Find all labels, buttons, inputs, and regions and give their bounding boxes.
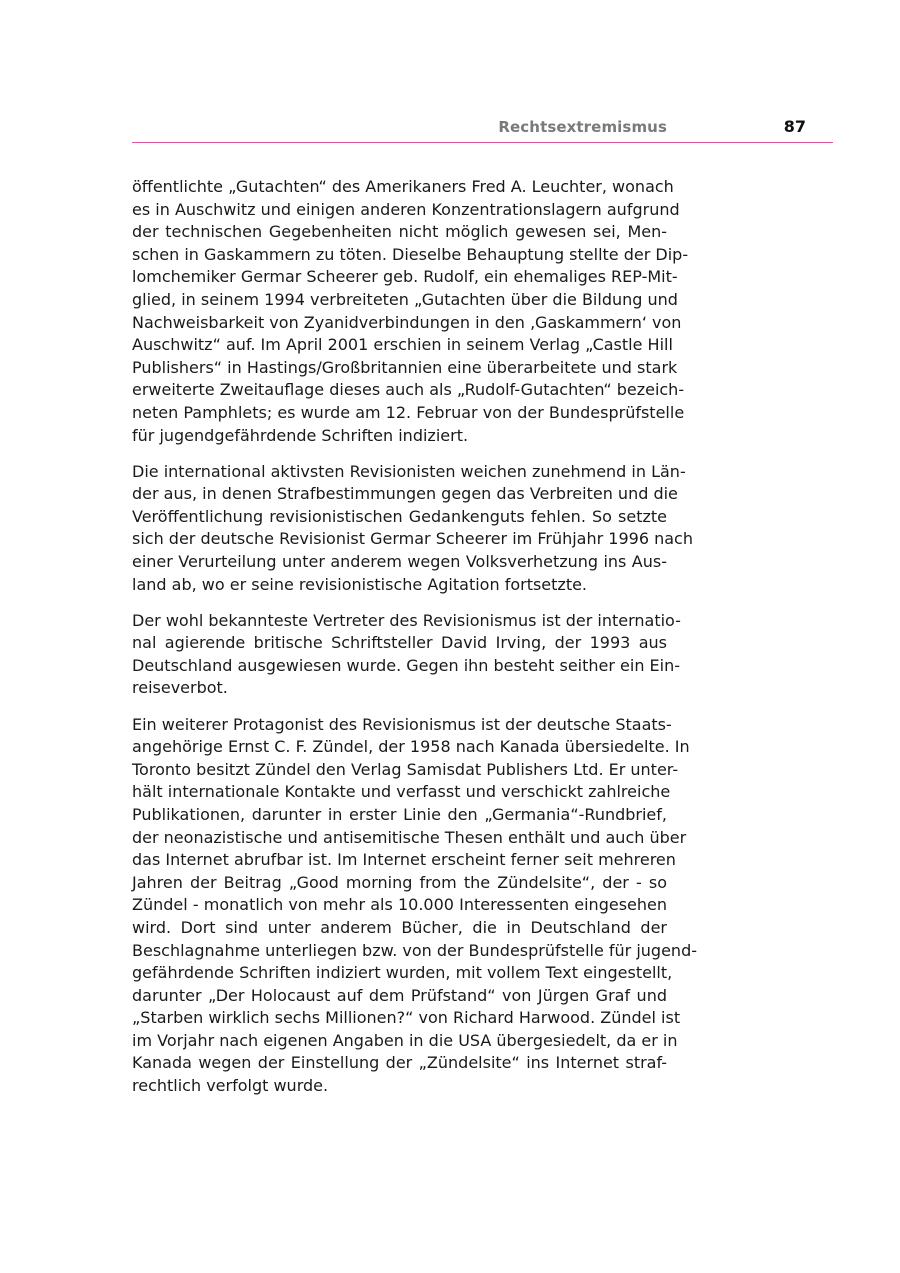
text-line: es in Auschwitz und einigen anderen Konzentrationslagern aufgrund <box>132 199 680 219</box>
text-line: das Internet abrufbar ist. Im Internet erscheint ferner seit mehreren <box>132 850 676 870</box>
text-line: angehörige Ernst C. F. Zündel, der 1958 nach Kanada übersiedelte. In <box>132 737 690 757</box>
text-line: einer Verurteilung unter anderem wegen Volksverhetzung ins Aus- <box>132 552 667 571</box>
text-line: Ein weiterer Protagonist des Revisionismus ist der deutsche Staats- <box>132 714 672 734</box>
text-line: land ab, wo er seine revisionistische Agitation fortsetzte. <box>132 574 588 594</box>
text-line: Zündel - monatlich von mehr als 10.000 Interessenten eingesehen <box>132 895 667 915</box>
text-line: der neonazistische und antisemitische Thesen enthält und auch über <box>132 827 687 847</box>
text-line: „Starben wirklich sechs Millionen?“ von Richard Harwood. Zündel ist <box>132 1008 681 1028</box>
text-line: öffentlichte „Gutachten“ des Amerikaners Fred A. Leuchter, wonach <box>132 177 674 196</box>
page-header <box>132 116 833 143</box>
paragraph <box>132 461 693 597</box>
text-line: für jugendgefährdende Schriften indiziert. <box>132 425 469 445</box>
text-line: wird. Dort sind unter anderem Bücher, die in Deutschland der <box>132 917 667 937</box>
text-line: Kanada wegen der Einstellung der „Zündelsite“ ins Internet straf- <box>132 1053 667 1073</box>
text-line: nal agierende britische Schriftsteller David Irving, der 1993 aus <box>132 633 667 653</box>
text-line: hält internationale Kontakte und verfasst und verschickt zahlreiche <box>132 782 671 802</box>
page-number: 87 <box>783 117 806 136</box>
text-line: Der wohl bekannteste Vertreter des Revisionismus ist der internatio- <box>132 610 681 630</box>
text-line: Publishers“ in Hastings/Großbritannien eine überarbeitete und stark <box>132 357 678 377</box>
text-line: der technischen Gegebenheiten nicht möglich gewesen sei, Men- <box>132 222 667 242</box>
text-line: Die international aktivsten Revisionisten weichen zunehmend in Län- <box>132 461 686 481</box>
text-line: Auschwitz“ auf. Im April 2001 erschien in seinem Verlag „Castle Hill <box>132 335 673 355</box>
text-line: glied, in seinem 1994 verbreiteten „Gutachten über die Bildung und <box>132 289 678 309</box>
text-line: neten Pamphlets; es wurde am 12. Februar von der Bundesprüfstelle <box>132 402 685 422</box>
text-line: gefährdende Schriften indiziert wurden, mit vollem Text eingestellt, <box>132 963 673 983</box>
text-line: Veröffentlichung revisionistischen Gedankenguts fehlen. So setzte <box>132 506 667 526</box>
text-line: Beschlagnahme unterliegen bzw. von der Bundesprüfstelle für jugend- <box>132 940 697 960</box>
text-line: lomchemiker Germar Scheerer geb. Rudolf, ein ehemaliges REP-Mit- <box>132 267 678 287</box>
text-line: darunter „Der Holocaust auf dem Prüfstand“ von Jürgen Graf und <box>132 985 667 1005</box>
text-line: schen in Gaskammern zu töten. Dieselbe Behauptung stellte der Dip- <box>132 244 689 264</box>
text-line: im Vorjahr nach eigenen Angaben in die USA übergesiedelt, da er in <box>132 1030 678 1050</box>
body-text <box>132 176 697 1111</box>
text-line: Deutschland ausgewiesen wurde. Gegen ihn besteht seither ein Ein- <box>132 655 681 675</box>
text-line: der aus, in denen Strafbestimmungen gegen das Verbreiten und die <box>132 484 678 504</box>
text-line: Toronto besitzt Zündel den Verlag Samisdat Publishers Ltd. Er unter- <box>132 759 679 779</box>
running-title: Rechtsextremismus <box>498 118 667 136</box>
text-line: rechtlich verfolgt wurde. <box>132 1076 329 1096</box>
text-line: reiseverbot. <box>132 678 228 698</box>
text-line: erweiterte Zweitauflage dieses auch als „Rudolf-Gutachten“ bezeich- <box>132 380 685 400</box>
paragraph <box>132 176 689 447</box>
text-line: Publikationen, darunter in erster Linie den „Germania“-Rundbrief, <box>132 804 667 824</box>
text-line: sich der deutsche Revisionist Germar Scheerer im Frühjahr 1996 nach <box>132 529 693 549</box>
paragraph <box>132 610 681 700</box>
text-line: Nachweisbarkeit von Zyanidverbindungen in den ‚Gaskammern‘ von <box>132 312 682 332</box>
paragraph <box>132 714 697 1098</box>
text-line: Jahren der Beitrag „Good morning from the Zündelsite“, der - so <box>132 872 667 892</box>
